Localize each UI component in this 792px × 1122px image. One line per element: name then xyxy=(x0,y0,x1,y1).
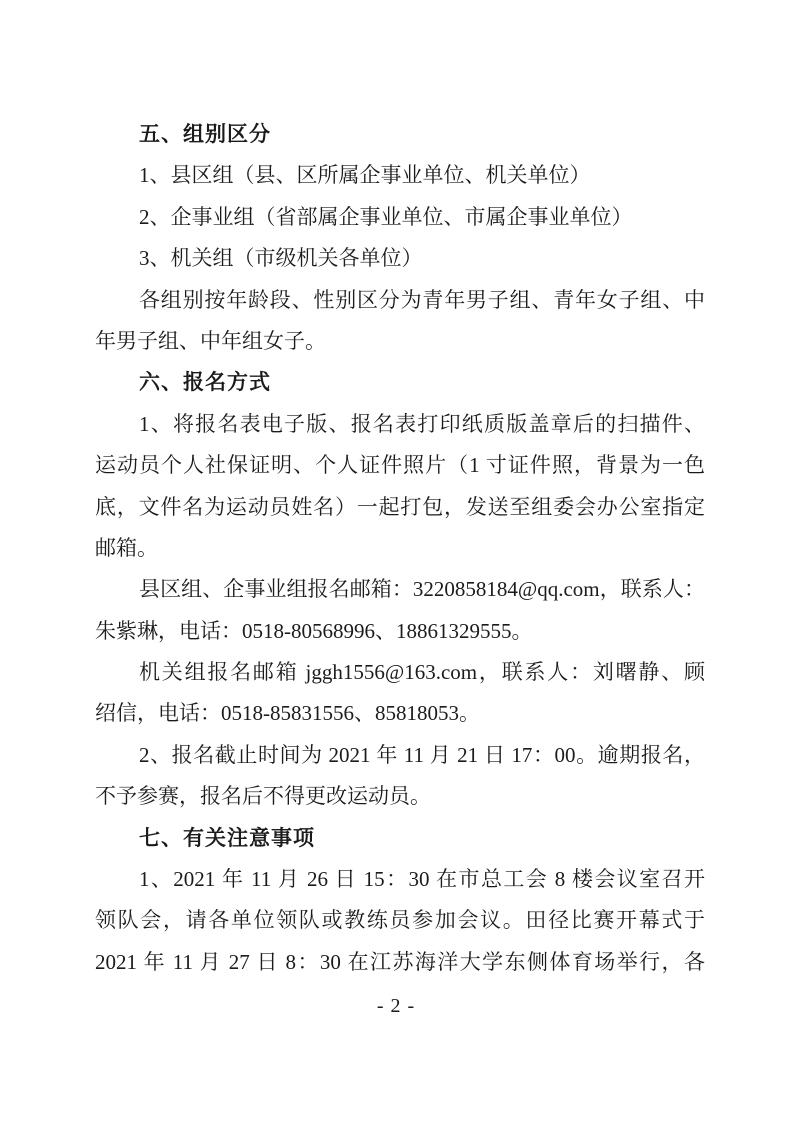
para-agency-email-line-1: 机关组报名邮箱 jggh1556@163.com，联系人：刘曙静、顾 xyxy=(139,660,705,685)
para-agency-email-line-2: 绍信，电话：0518-85831556、85818053。 xyxy=(95,701,480,726)
list-item-enterprise-group: 2、企事业组（省部属企事业单位、市属企事业单位） xyxy=(139,204,633,229)
para-age-gender-groups-line-1: 各组别按年龄段、性别区分为青年男子组、青年女子组、中 xyxy=(139,287,705,312)
para-registration-materials-line-4: 邮箱。 xyxy=(95,535,158,560)
para-county-enterprise-email-line-1: 县区组、企事业组报名邮箱：3220858184@qq.com，联系人： xyxy=(139,577,705,602)
para-leaders-meeting-line-3: 2021 年 11 月 27 日 8：30 在江苏海洋大学东侧体育场举行，各 xyxy=(95,949,705,974)
heading-section-7-notes: 七、有关注意事项 xyxy=(139,826,315,850)
page-number: - 2 - xyxy=(376,995,416,1017)
list-item-county-group: 1、县区组（县、区所属企事业单位、机关单位） xyxy=(139,163,591,188)
para-leaders-meeting-line-1: 1、2021 年 11 月 26 日 15：30 在市总工会 8 楼会议室召开 xyxy=(139,867,705,892)
para-registration-materials-line-3: 底，文件名为运动员姓名）一起打包，发送至组委会办公室指定 xyxy=(95,494,705,519)
para-registration-materials-line-2: 运动员个人社保证明、个人证件照片（1 寸证件照，背景为一色 xyxy=(95,453,705,478)
para-registration-materials-line-1: 1、将报名表电子版、报名表打印纸质版盖章后的扫描件、 xyxy=(139,411,705,436)
para-age-gender-groups-line-2: 年男子组、中年组女子。 xyxy=(95,328,326,353)
para-registration-deadline-line-1: 2、报名截止时间为 2021 年 11 月 21 日 17：00。逾期报名， xyxy=(139,742,705,767)
heading-section-5-group-classification: 五、组别区分 xyxy=(139,123,271,146)
list-item-agency-group: 3、机关组（市级机关各单位） xyxy=(139,246,423,271)
heading-section-6-registration-method: 六、报名方式 xyxy=(139,371,271,395)
para-county-enterprise-email-line-2: 朱紫琳，电话：0518-80568996、18861329555。 xyxy=(95,618,533,643)
document-body xyxy=(95,114,705,983)
para-registration-deadline-line-2: 不予参赛，报名后不得更改运动员。 xyxy=(95,784,431,809)
para-leaders-meeting-line-2: 领队会，请各单位领队或教练员参加会议。田径比赛开幕式于 xyxy=(95,908,705,933)
